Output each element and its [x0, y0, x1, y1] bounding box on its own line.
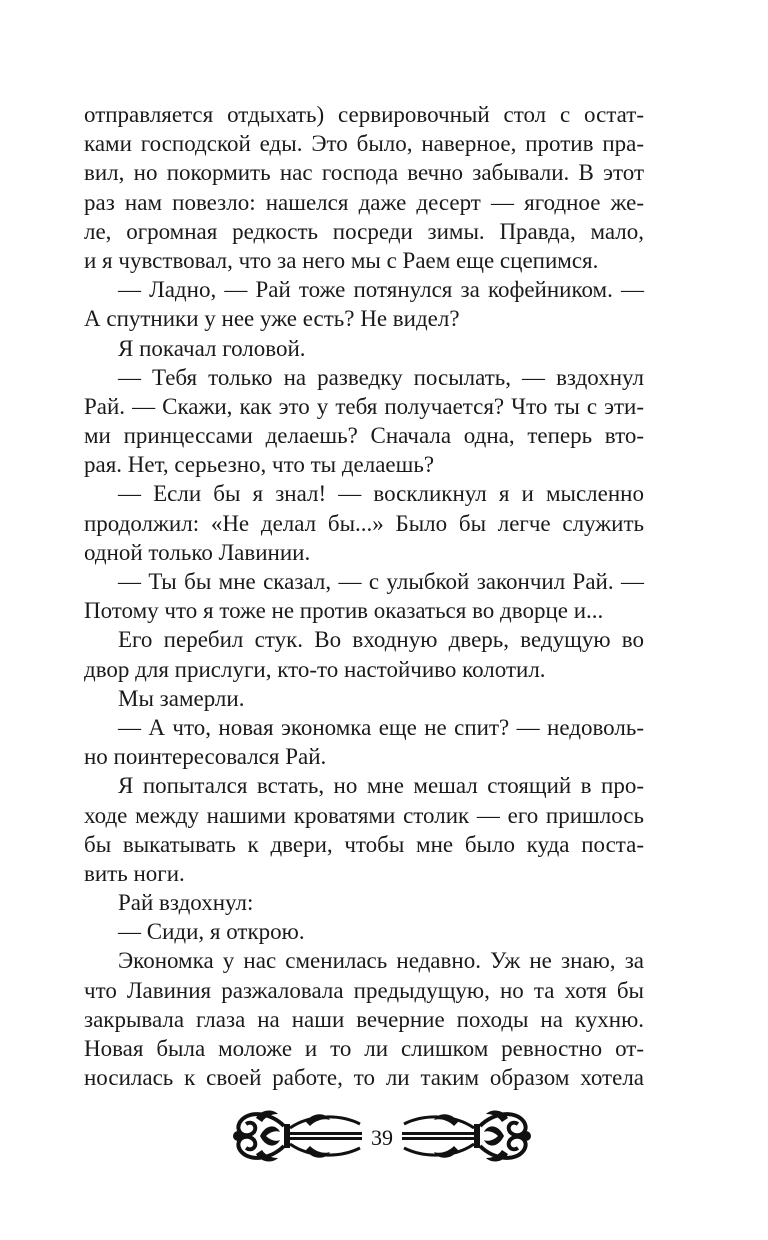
scroll-ornament-icon — [230, 1104, 534, 1168]
text-line: — Если бы я знал! — воскликнул я и мысленно — [118, 481, 644, 507]
text-line: вить ноги. — [84, 860, 185, 886]
text-line: ми принцессами делаешь? Сначала одна, теперь вто- — [84, 423, 644, 449]
text-line: ками господской еды. Это было, наверное, против пра- — [84, 131, 644, 157]
text-line: — А что, новая экономка еще не спит? — недоволь- — [118, 714, 644, 740]
text-line: Потому что я тоже не против оказаться во дворце и... — [84, 598, 604, 624]
text-line: Я покачал головой. — [118, 335, 306, 361]
text-line: рая. Нет, серьезно, что ты делаешь? — [84, 452, 435, 478]
text-line: — Сиди, я открою. — [118, 919, 305, 945]
text-line: Экономка у нас сменилась недавно. Уж не знаю, за — [118, 948, 644, 974]
text-line: отправляется отдыхать) сервировочный стол с остат- — [84, 102, 644, 127]
text-line: ле, огромная редкость посреди зимы. Правда, мало, — [84, 218, 644, 244]
text-line: — Ладно, — Рай тоже потянулся за кофейником. — — [118, 277, 644, 303]
text-line: А спутники у нее уже есть? Не видел? — [84, 306, 460, 332]
text-line: закрывала глаза на наши вечерние походы на кухню. — [84, 1006, 644, 1032]
text-line: Его перебил стук. Во входную дверь, ведущую во — [118, 627, 644, 653]
text-line: вил, но покормить нас господа вечно забывали. В этот — [84, 160, 644, 186]
text-line: одной только Лавинии. — [84, 539, 311, 565]
text-line: продолжил: «Не делал бы...» Было бы легче служить — [84, 510, 644, 536]
text-line: но поинтересовался Рай. — [84, 744, 327, 770]
page-footer — [230, 1104, 534, 1168]
body-text — [84, 100, 644, 1092]
text-line: двор для прислуги, кто-то настойчиво колотил. — [84, 656, 546, 682]
text-line: бы выкатывать к двери, чтобы мне было куда поста- — [84, 831, 644, 857]
text-line: ходе между нашими кроватями столик — его пришлось — [84, 802, 644, 828]
text-line: носилась к своей работе, то ли таким образом хотела — [84, 1065, 644, 1091]
text-line: — Ты бы мне сказал, — с улыбкой закончил Рай. — — [118, 569, 644, 594]
page-number: 39 — [371, 1125, 393, 1150]
text-line: что Лавиния разжаловала предыдущую, но та хотя бы — [84, 977, 644, 1003]
text-line: Рай. — Скажи, как это у тебя получается? Что ты с эти- — [84, 393, 644, 419]
text-line: Рай вздохнул: — [118, 890, 254, 916]
text-line: Мы замерли. — [118, 685, 245, 711]
text-line: раз нам повезло: нашелся даже десерт — ягодное же- — [84, 189, 644, 215]
text-line: — Тебя только на разведку посылать, — вздохнул — [118, 364, 644, 390]
text-line: Я попытался встать, но мне мешал стоящий в про- — [118, 773, 644, 799]
text-line: Новая была моложе и то ли слишком ревностно от- — [84, 1036, 644, 1061]
text-line: и я чувствовал, что за него мы с Раем еще сцепимся. — [84, 247, 599, 273]
